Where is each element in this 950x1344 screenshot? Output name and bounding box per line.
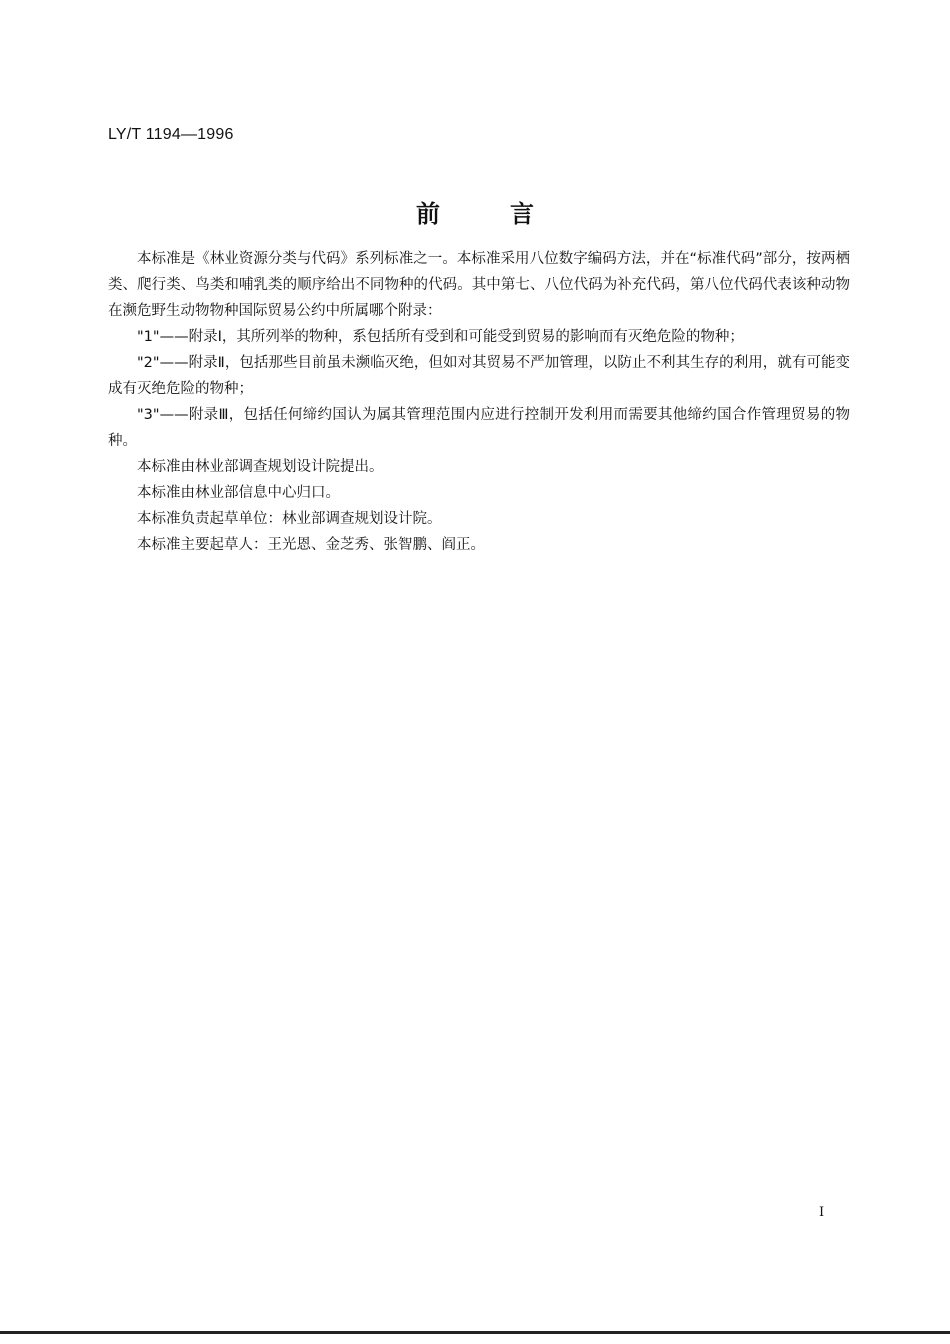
title-char-2: 言 [510,200,534,228]
paragraph-drafters: 本标准主要起草人：王光恩、金芝秀、张智鹏、阎正。 [137,537,485,553]
paragraph-intro: 本标准是《林业资源分类与代码》系列标准之一。本标准采用八位数字编码方法，并在“标准代码”部分，按两栖类、爬行类、鸟类和哺乳类的顺序给出不同物种的代码。其中第七、八位代码为补充代码，第八位代码代表该种动物在濒危野生动物物种国际贸易公约中所属哪个附录： [108,251,850,319]
page-number: I [819,1205,825,1220]
foreword-body [108,246,850,558]
page-title [0,194,950,229]
paragraph-centralized-by: 本标准由林业部信息中心归口。 [137,485,340,501]
paragraph-appendix-3: "3"——附录Ⅲ，包括任何缔约国认为属其管理范围内应进行控制开发利用而需要其他缔约国合作管理贸易的物种。 [108,407,850,449]
paragraph-drafting-unit: 本标准负责起草单位：林业部调查规划设计院。 [137,511,442,527]
paragraph-appendix-1: "1"——附录Ⅰ，其所列举的物种，系包括所有受到和可能受到贸易的影响而有灭绝危险的物种； [137,329,744,345]
bottom-divider [0,1331,950,1334]
paragraph-appendix-2: "2"——附录Ⅱ，包括那些目前虽未濒临灭绝，但如对其贸易不严加管理，以防止不利其生存的利用，就有可能变成有灭绝危险的物种； [108,355,850,397]
paragraph-proposed-by: 本标准由林业部调查规划设计院提出。 [137,459,384,475]
title-char-1: 前 [416,200,440,228]
standard-code: LY/T 1194—1996 [108,126,234,143]
